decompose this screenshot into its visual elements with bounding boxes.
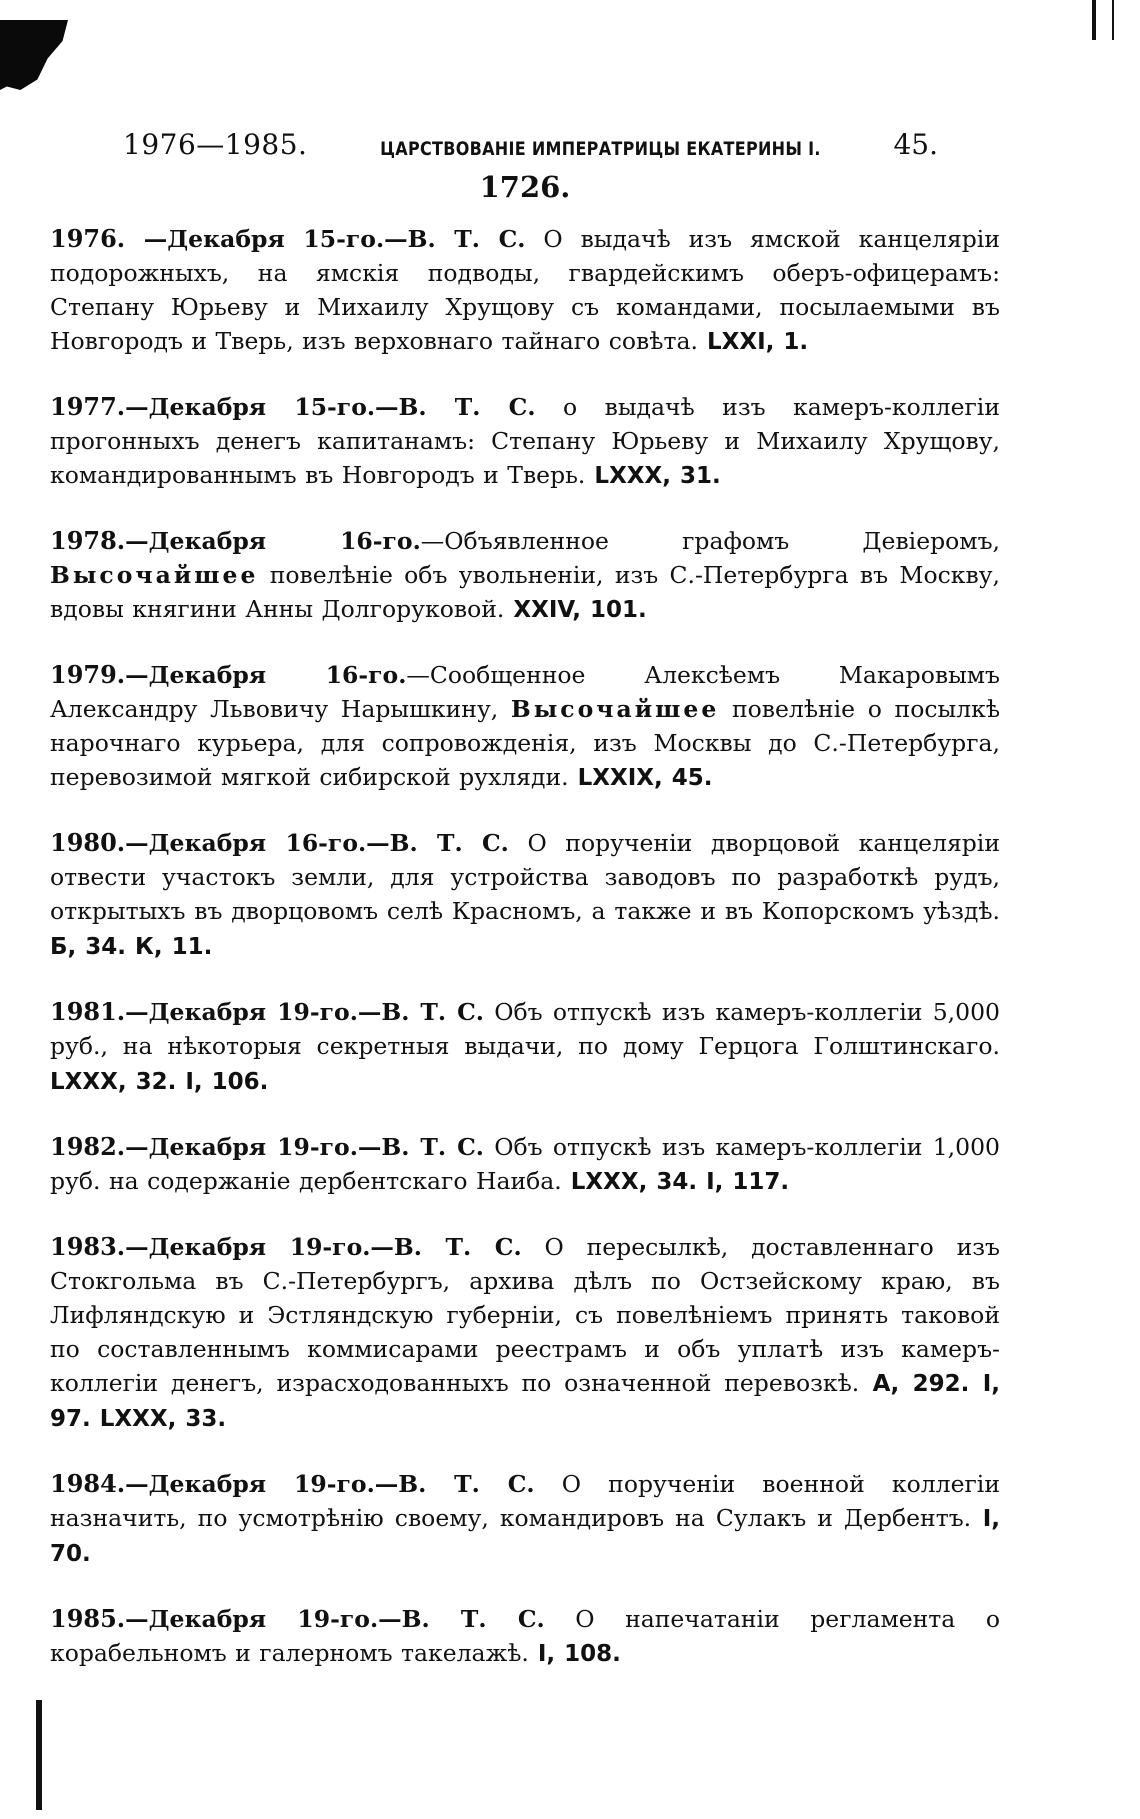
entry-text: Объ отпускѣ изъ камеръ-коллегіи 1,000 руб. на содержаніе дербентскаго Наиба. (50, 1133, 1000, 1195)
entry-number: 1981. (50, 997, 126, 1026)
entry-text: О выдачѣ изъ ямской канцеляріи подорожныхъ, на ямскія подводы, гвардейскимъ оберъ-офицерамъ: Степану Юрьеву и Михаилу Хрущову съ командами, посылаемыми въ Новгородъ и Тверь, изъ верховнаго тайнаго совѣта. (50, 225, 1000, 355)
entry-date: —Декабря 16-го. (125, 527, 421, 555)
entry (50, 524, 1000, 627)
entry-number: 1976. (50, 224, 126, 253)
entry (50, 1602, 1000, 1671)
entry-number: 1984. (50, 1469, 126, 1498)
entry-emphasis: Высочайшее (50, 561, 259, 589)
entry-date: —Декабря 19-го.—В. Т. С. (125, 998, 484, 1026)
entry-number: 1978. (50, 526, 126, 555)
entry-date: —Декабря 15-го.—В. Т. С. (125, 393, 536, 421)
scan-left-edge (36, 1700, 42, 1810)
entry-text: повелѣніе объ увольненіи, изъ С.-Петербурга въ Москву, вдовы княгини Анны Долгоруковой. (50, 561, 1000, 623)
entry-date: —Декабря 19-го.—В. Т. С. (125, 1133, 484, 1161)
page-number: 45. (893, 128, 938, 161)
entry-refs: I, 70. (50, 1506, 1000, 1567)
entry-number: 1979. (50, 660, 126, 689)
entry-text: повелѣніе о посылкѣ нарочнаго курьера, для сопровожденія, изъ Москвы до С.-Петербурга, перевозимой мягкой сибирской рухляди. (50, 695, 1000, 791)
entry-date: —Декабря 15-го.—В. Т. С. (125, 225, 526, 253)
entry-number: 1980. (50, 828, 126, 857)
entry-date: —Декабря 19-го.—В. Т. С. (125, 1605, 545, 1633)
entry-number: 1983. (50, 1232, 126, 1261)
entry-refs: LXXX, 31. (585, 463, 721, 489)
entry (50, 222, 1000, 359)
entry-refs: LXXI, 1. (697, 329, 809, 355)
entry-date: —Декабря 16-го. (125, 661, 407, 689)
entry (50, 658, 1000, 795)
entry-refs: LXXX, 34. I, 117. (561, 1169, 790, 1195)
scan-corner-mark (1092, 0, 1114, 40)
entry-number: 1985. (50, 1604, 126, 1633)
entry (50, 1467, 1000, 1571)
entry-emphasis: Высочайшее (510, 695, 720, 723)
reign-title: ЦАРСТВОВАНІЕ ИМПЕРАТРИЦЫ ЕКАТЕРИНЫ I. (380, 137, 821, 160)
entry-text: Объ отпускѣ изъ камеръ-коллегіи 5,000 руб., на нѣкоторыя секретныя выдачи, по дому Герцога Голштинскаго. (50, 998, 1000, 1060)
entry-range: 1976—1985. (123, 128, 308, 161)
entry-refs: LXXIX, 45. (568, 765, 713, 791)
entry-refs: Б, 34. К, 11. (50, 934, 213, 960)
entry-text: О напечатаніи регламента о корабельномъ и галерномъ такелажѣ. (50, 1605, 1001, 1667)
entry-text: —Сообщенное Алексѣемъ Макаровымъ Александру Львовичу Нарышкину, (50, 661, 1001, 723)
entry-text: о выдачѣ изъ камеръ-коллегіи прогонныхъ денегъ капитанамъ: Степану Юрьеву и Михаилу Хрущову, командированнымъ въ Новгородъ и Тверь. (50, 393, 1000, 489)
entry (50, 1130, 1000, 1199)
entry-text: О порученіи военной коллегіи назначить, по усмотрѣнію своему, командировъ на Сулакъ и Дербентъ. (50, 1470, 1000, 1532)
entry-date: —Декабря 19-го.—В. Т. С. (125, 1470, 535, 1498)
entry-text: О порученіи дворцовой канцеляріи отвести участокъ земли, для устройства заводовъ по разработкѣ рудъ, открытыхъ въ дворцовомъ селѣ Красномъ, а также и въ Копорскомъ уѣздѣ. (50, 829, 1000, 925)
entry-number: 1977. (50, 392, 126, 421)
entry-number: 1982. (50, 1132, 126, 1161)
entry (50, 1230, 1000, 1436)
entry-date: —Декабря 16-го.—В. Т. С. (125, 829, 509, 857)
entry-date: —Декабря 19-го.—В. Т. С. (125, 1233, 522, 1261)
entry (50, 390, 1000, 493)
entry-refs: I, 108. (528, 1641, 621, 1667)
entry-refs: А, 292. I, 97. LXXX, 33. (50, 1371, 1000, 1432)
document-page (50, 128, 1000, 1702)
entry-refs: LXXX, 32. I, 106. (50, 1069, 269, 1095)
running-head (50, 128, 1000, 168)
year-heading: 1726. (479, 170, 571, 204)
scan-margin-blot (0, 20, 68, 90)
entry (50, 826, 1000, 964)
entry-refs: XXIV, 101. (504, 597, 647, 623)
entry-text: —Объявленное графомъ Девіеромъ, (420, 527, 1000, 555)
entry (50, 995, 1000, 1099)
entry-text: О пересылкѣ, доставленнаго изъ Стокгольма въ С.-Петербургъ, архива дѣлъ по Остзейскому краю, въ Лифляндскую и Эстляндскую губерніи, съ повелѣніемъ принять таковой по составленнымъ коммисарами реестрамъ и объ уплатѣ изъ камеръ-коллегіи денегъ, израсходованныхъ по означенной перевозкѣ. (50, 1233, 1000, 1397)
